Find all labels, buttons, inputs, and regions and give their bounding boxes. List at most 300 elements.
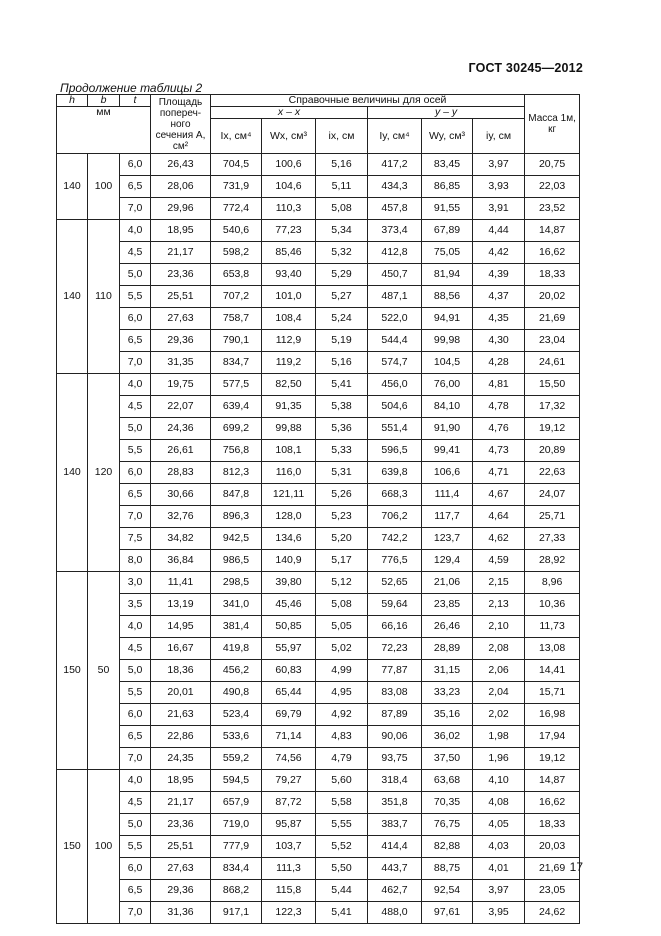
table-cell: 456,0 xyxy=(368,374,422,396)
table-cell: 112,9 xyxy=(262,330,316,352)
table-cell: 97,61 xyxy=(422,902,473,924)
table-row xyxy=(57,594,580,616)
table-cell: 699,2 xyxy=(211,418,262,440)
table-cell: 31,36 xyxy=(151,902,211,924)
table-cell: 22,07 xyxy=(151,396,211,418)
table-cell: 4,5 xyxy=(120,242,151,264)
group-b-cell: 50 xyxy=(88,572,120,770)
table-cell: 5,33 xyxy=(316,440,368,462)
table-cell: 70,35 xyxy=(422,792,473,814)
table-cell: 4,05 xyxy=(473,814,525,836)
table-row xyxy=(57,352,580,374)
table-cell: 847,8 xyxy=(211,484,262,506)
table-cell: 27,33 xyxy=(525,528,580,550)
table-cell: 4,73 xyxy=(473,440,525,462)
table-cell: 15,50 xyxy=(525,374,580,396)
table-cell: 719,0 xyxy=(211,814,262,836)
table-row xyxy=(57,814,580,836)
table-cell: 5,5 xyxy=(120,440,151,462)
table-cell: 24,36 xyxy=(151,418,211,440)
table-cell: 6,0 xyxy=(120,308,151,330)
table-cell: 3,5 xyxy=(120,594,151,616)
table-cell: 128,0 xyxy=(262,506,316,528)
table-cell: 707,2 xyxy=(211,286,262,308)
table-row xyxy=(57,264,580,286)
table-row xyxy=(57,484,580,506)
table-cell: 4,67 xyxy=(473,484,525,506)
table-cell: 657,9 xyxy=(211,792,262,814)
table-cell: 21,69 xyxy=(525,858,580,880)
table-row xyxy=(57,286,580,308)
table-cell: 93,40 xyxy=(262,264,316,286)
table-cell: 25,71 xyxy=(525,506,580,528)
table-cell: 4,0 xyxy=(120,374,151,396)
table-cell: 5,60 xyxy=(316,770,368,792)
table-cell: 5,05 xyxy=(316,616,368,638)
table-cell: 88,56 xyxy=(422,286,473,308)
table-cell: 23,85 xyxy=(422,594,473,616)
table-cell: 7,5 xyxy=(120,528,151,550)
table-cell: 868,2 xyxy=(211,880,262,902)
table-cell: 776,5 xyxy=(368,550,422,572)
table-cell: 91,90 xyxy=(422,418,473,440)
table-cell: 8,0 xyxy=(120,550,151,572)
table-cell: 23,05 xyxy=(525,880,580,902)
table-cell: 5,41 xyxy=(316,902,368,924)
table-row xyxy=(57,176,580,198)
table-cell: 756,8 xyxy=(211,440,262,462)
table-cell: 101,0 xyxy=(262,286,316,308)
table-cell: 4,83 xyxy=(316,726,368,748)
table-cell: 67,89 xyxy=(422,220,473,242)
table-cell: 19,12 xyxy=(525,748,580,770)
table-cell: 84,10 xyxy=(422,396,473,418)
table-cell: 5,27 xyxy=(316,286,368,308)
table-cell: 18,95 xyxy=(151,770,211,792)
table-cell: 45,46 xyxy=(262,594,316,616)
table-cell: 4,30 xyxy=(473,330,525,352)
table-cell: 18,33 xyxy=(525,264,580,286)
table-cell: 18,33 xyxy=(525,814,580,836)
table-row xyxy=(57,154,580,176)
table-cell: 91,55 xyxy=(422,198,473,220)
table-cell: 76,00 xyxy=(422,374,473,396)
table-cell: 4,95 xyxy=(316,682,368,704)
col-b: b xyxy=(88,95,120,107)
table-cell: 90,06 xyxy=(368,726,422,748)
group-b-cell: 110 xyxy=(88,220,120,374)
table-cell: 577,5 xyxy=(211,374,262,396)
table-cell: 83,45 xyxy=(422,154,473,176)
table-cell: 4,37 xyxy=(473,286,525,308)
table-cell: 4,0 xyxy=(120,616,151,638)
table-cell: 23,52 xyxy=(525,198,580,220)
table-row xyxy=(57,308,580,330)
group-h-cell: 140 xyxy=(57,220,88,374)
table-cell: 5,20 xyxy=(316,528,368,550)
table-cell: 5,5 xyxy=(120,682,151,704)
table-cell: 533,6 xyxy=(211,726,262,748)
table-cell: 7,0 xyxy=(120,352,151,374)
group-h-cell: 150 xyxy=(57,572,88,770)
col-wx: Wx, см³ xyxy=(262,119,316,154)
table-cell: 35,16 xyxy=(422,704,473,726)
table-cell: 30,66 xyxy=(151,484,211,506)
table-cell: 117,7 xyxy=(422,506,473,528)
table-cell: 7,0 xyxy=(120,748,151,770)
table-cell: 1,96 xyxy=(473,748,525,770)
table-cell: 36,02 xyxy=(422,726,473,748)
table-cell: 55,97 xyxy=(262,638,316,660)
table-cell: 419,8 xyxy=(211,638,262,660)
table-cell: 5,16 xyxy=(316,154,368,176)
table-cell: 83,08 xyxy=(368,682,422,704)
col-axis-x: x – x xyxy=(211,107,368,119)
table-cell: 26,61 xyxy=(151,440,211,462)
table-row xyxy=(57,462,580,484)
col-area: Площадь попереч-ного сечения A, см² xyxy=(151,95,211,154)
table-cell: 2,10 xyxy=(473,616,525,638)
table-cell: 69,79 xyxy=(262,704,316,726)
table-cell: 456,2 xyxy=(211,660,262,682)
table-cell: 5,16 xyxy=(316,352,368,374)
group-h-cell: 150 xyxy=(57,770,88,924)
table-cell: 104,6 xyxy=(262,176,316,198)
table-cell: 5,38 xyxy=(316,396,368,418)
table-row xyxy=(57,660,580,682)
table-cell: 4,76 xyxy=(473,418,525,440)
table-cell: 111,3 xyxy=(262,858,316,880)
table-cell: 772,4 xyxy=(211,198,262,220)
table-cell: 23,04 xyxy=(525,330,580,352)
table-cell: 5,0 xyxy=(120,418,151,440)
table-row xyxy=(57,572,580,594)
table-cell: 74,56 xyxy=(262,748,316,770)
table-cell: 5,5 xyxy=(120,286,151,308)
table-cell: 414,4 xyxy=(368,836,422,858)
table-cell: 123,7 xyxy=(422,528,473,550)
table-cell: 20,03 xyxy=(525,836,580,858)
table-cell: 25,51 xyxy=(151,836,211,858)
table-cell: 11,73 xyxy=(525,616,580,638)
table-cell: 16,62 xyxy=(525,792,580,814)
table-cell: 6,5 xyxy=(120,726,151,748)
table-cell: 28,92 xyxy=(525,550,580,572)
table-cell: 559,2 xyxy=(211,748,262,770)
table-cell: 777,9 xyxy=(211,836,262,858)
table-cell: 24,61 xyxy=(525,352,580,374)
table-cell: 417,2 xyxy=(368,154,422,176)
table-cell: 5,17 xyxy=(316,550,368,572)
table-cell: 122,3 xyxy=(262,902,316,924)
table-cell: 6,5 xyxy=(120,880,151,902)
table-row xyxy=(57,374,580,396)
col-t: t xyxy=(120,95,151,107)
table-cell: 25,51 xyxy=(151,286,211,308)
group-h-cell: 140 xyxy=(57,374,88,572)
table-cell: 10,36 xyxy=(525,594,580,616)
col-reference: Справочные величины для осей xyxy=(211,95,525,107)
table-cell: 66,16 xyxy=(368,616,422,638)
table-cell: 17,94 xyxy=(525,726,580,748)
table-cell: 129,4 xyxy=(422,550,473,572)
table-cell: 76,75 xyxy=(422,814,473,836)
table-cell: 4,44 xyxy=(473,220,525,242)
table-cell: 21,06 xyxy=(422,572,473,594)
table-cell: 4,42 xyxy=(473,242,525,264)
table-cell: 13,19 xyxy=(151,594,211,616)
table-cell: 11,41 xyxy=(151,572,211,594)
table-cell: 5,41 xyxy=(316,374,368,396)
table-cell: 33,23 xyxy=(422,682,473,704)
table-cell: 834,4 xyxy=(211,858,262,880)
table-cell: 758,7 xyxy=(211,308,262,330)
table-cell: 18,36 xyxy=(151,660,211,682)
table-cell: 60,83 xyxy=(262,660,316,682)
table-row xyxy=(57,682,580,704)
table-cell: 5,31 xyxy=(316,462,368,484)
table-cell: 26,43 xyxy=(151,154,211,176)
table-cell: 986,5 xyxy=(211,550,262,572)
table-cell: 85,46 xyxy=(262,242,316,264)
table-cell: 22,63 xyxy=(525,462,580,484)
table-cell: 91,35 xyxy=(262,396,316,418)
table-cell: 65,44 xyxy=(262,682,316,704)
table-cell: 81,94 xyxy=(422,264,473,286)
table-cell: 108,4 xyxy=(262,308,316,330)
table-cell: 639,8 xyxy=(368,462,422,484)
table-cell: 31,35 xyxy=(151,352,211,374)
table-row xyxy=(57,528,580,550)
table-cell: 917,1 xyxy=(211,902,262,924)
table-cell: 639,4 xyxy=(211,396,262,418)
table-row xyxy=(57,726,580,748)
table-row xyxy=(57,242,580,264)
table-row xyxy=(57,770,580,792)
table-cell: 706,2 xyxy=(368,506,422,528)
table-cell: 6,0 xyxy=(120,462,151,484)
table-cell: 6,0 xyxy=(120,154,151,176)
table-cell: 5,0 xyxy=(120,264,151,286)
table-cell: 32,76 xyxy=(151,506,211,528)
table-cell: 298,5 xyxy=(211,572,262,594)
table-caption: Продолжение таблицы 2 xyxy=(60,81,203,95)
table-cell: 22,03 xyxy=(525,176,580,198)
table-cell: 8,96 xyxy=(525,572,580,594)
table-cell: 28,06 xyxy=(151,176,211,198)
table-cell: 5,58 xyxy=(316,792,368,814)
table-cell: 4,35 xyxy=(473,308,525,330)
table-cell: 14,41 xyxy=(525,660,580,682)
table-cell: 2,08 xyxy=(473,638,525,660)
col-wy: Wy, см³ xyxy=(422,119,473,154)
table-row xyxy=(57,396,580,418)
table-row xyxy=(57,616,580,638)
table-cell: 4,99 xyxy=(316,660,368,682)
table-cell: 121,11 xyxy=(262,484,316,506)
table-cell: 4,71 xyxy=(473,462,525,484)
table-row xyxy=(57,418,580,440)
table-cell: 72,23 xyxy=(368,638,422,660)
col-mass: Масса 1м, кг xyxy=(525,95,580,154)
table-cell: 4,5 xyxy=(120,638,151,660)
table-row xyxy=(57,880,580,902)
table-cell: 318,4 xyxy=(368,770,422,792)
table-cell: 27,63 xyxy=(151,308,211,330)
table-cell: 6,5 xyxy=(120,330,151,352)
table-cell: 21,69 xyxy=(525,308,580,330)
table-cell: 341,0 xyxy=(211,594,262,616)
table-row xyxy=(57,858,580,880)
table-cell: 24,07 xyxy=(525,484,580,506)
table-cell: 7,0 xyxy=(120,198,151,220)
table-cell: 462,7 xyxy=(368,880,422,902)
table-cell: 4,5 xyxy=(120,792,151,814)
table-cell: 653,8 xyxy=(211,264,262,286)
table-cell: 17,32 xyxy=(525,396,580,418)
table-cell: 522,0 xyxy=(368,308,422,330)
table-cell: 19,12 xyxy=(525,418,580,440)
table-cell: 3,95 xyxy=(473,902,525,924)
table-cell: 4,08 xyxy=(473,792,525,814)
table-cell: 2,02 xyxy=(473,704,525,726)
table-cell: 28,83 xyxy=(151,462,211,484)
table-cell: 99,41 xyxy=(422,440,473,462)
table-cell: 23,36 xyxy=(151,264,211,286)
table-cell: 110,3 xyxy=(262,198,316,220)
table-cell: 540,6 xyxy=(211,220,262,242)
table-cell: 4,92 xyxy=(316,704,368,726)
table-cell: 29,36 xyxy=(151,880,211,902)
table-cell: 5,32 xyxy=(316,242,368,264)
table-cell: 6,5 xyxy=(120,176,151,198)
table-cell: 26,46 xyxy=(422,616,473,638)
table-cell: 36,84 xyxy=(151,550,211,572)
table-cell: 2,13 xyxy=(473,594,525,616)
table-cell: 5,44 xyxy=(316,880,368,902)
col-units: мм xyxy=(57,107,151,154)
table-cell: 29,36 xyxy=(151,330,211,352)
table-cell: 4,62 xyxy=(473,528,525,550)
table-row xyxy=(57,506,580,528)
table-cell: 594,5 xyxy=(211,770,262,792)
table-row xyxy=(57,220,580,242)
table-cell: 87,89 xyxy=(368,704,422,726)
table-cell: 412,8 xyxy=(368,242,422,264)
table-row xyxy=(57,792,580,814)
table-cell: 59,64 xyxy=(368,594,422,616)
table-cell: 596,5 xyxy=(368,440,422,462)
table-cell: 29,96 xyxy=(151,198,211,220)
table-cell: 24,62 xyxy=(525,902,580,924)
table-cell: 106,6 xyxy=(422,462,473,484)
table-cell: 31,15 xyxy=(422,660,473,682)
table-cell: 108,1 xyxy=(262,440,316,462)
table-cell: 3,0 xyxy=(120,572,151,594)
table-cell: 34,82 xyxy=(151,528,211,550)
table-cell: 24,35 xyxy=(151,748,211,770)
table-cell: 88,75 xyxy=(422,858,473,880)
page-number: 17 xyxy=(569,860,583,874)
table-cell: 99,98 xyxy=(422,330,473,352)
table-cell: 450,7 xyxy=(368,264,422,286)
table-row xyxy=(57,836,580,858)
table-cell: 1,98 xyxy=(473,726,525,748)
table-cell: 5,0 xyxy=(120,814,151,836)
table-cell: 103,7 xyxy=(262,836,316,858)
table-cell: 731,9 xyxy=(211,176,262,198)
table-cell: 13,08 xyxy=(525,638,580,660)
table-cell: 16,67 xyxy=(151,638,211,660)
table-cell: 21,63 xyxy=(151,704,211,726)
table-cell: 4,81 xyxy=(473,374,525,396)
table-cell: 4,03 xyxy=(473,836,525,858)
table-row xyxy=(57,440,580,462)
table-cell: 5,24 xyxy=(316,308,368,330)
table-cell: 86,85 xyxy=(422,176,473,198)
table-cell: 5,34 xyxy=(316,220,368,242)
col-axis-y: y – y xyxy=(368,107,525,119)
table-cell: 5,08 xyxy=(316,198,368,220)
col-ix-radius: ix, см xyxy=(316,119,368,154)
table-cell: 488,0 xyxy=(368,902,422,924)
table-cell: 39,80 xyxy=(262,572,316,594)
table-row xyxy=(57,330,580,352)
table-cell: 23,36 xyxy=(151,814,211,836)
col-iy-moment: Iy, см⁴ xyxy=(368,119,422,154)
table-cell: 119,2 xyxy=(262,352,316,374)
table-cell: 5,50 xyxy=(316,858,368,880)
table-cell: 19,75 xyxy=(151,374,211,396)
table-cell: 544,4 xyxy=(368,330,422,352)
table-cell: 457,8 xyxy=(368,198,422,220)
table-cell: 790,1 xyxy=(211,330,262,352)
group-h-cell: 140 xyxy=(57,154,88,220)
table-cell: 5,5 xyxy=(120,836,151,858)
table-cell: 16,62 xyxy=(525,242,580,264)
table-cell: 942,5 xyxy=(211,528,262,550)
table-cell: 20,75 xyxy=(525,154,580,176)
table-cell: 381,4 xyxy=(211,616,262,638)
table-cell: 18,95 xyxy=(151,220,211,242)
table-cell: 812,3 xyxy=(211,462,262,484)
table-cell: 92,54 xyxy=(422,880,473,902)
table-cell: 6,0 xyxy=(120,704,151,726)
table-cell: 5,12 xyxy=(316,572,368,594)
table-cell: 5,08 xyxy=(316,594,368,616)
table-cell: 4,39 xyxy=(473,264,525,286)
table-cell: 4,79 xyxy=(316,748,368,770)
table-cell: 14,87 xyxy=(525,770,580,792)
table-cell: 94,91 xyxy=(422,308,473,330)
table-cell: 50,85 xyxy=(262,616,316,638)
table-cell: 434,3 xyxy=(368,176,422,198)
table-cell: 52,65 xyxy=(368,572,422,594)
table-cell: 5,52 xyxy=(316,836,368,858)
table-cell: 4,01 xyxy=(473,858,525,880)
table-cell: 116,0 xyxy=(262,462,316,484)
table-row xyxy=(57,902,580,924)
table-cell: 21,17 xyxy=(151,792,211,814)
table-cell: 21,17 xyxy=(151,242,211,264)
table-cell: 93,75 xyxy=(368,748,422,770)
table-cell: 490,8 xyxy=(211,682,262,704)
table-cell: 79,27 xyxy=(262,770,316,792)
document-standard-header: ГОСТ 30245—2012 xyxy=(468,61,583,75)
table-cell: 4,28 xyxy=(473,352,525,374)
table-cell: 3,91 xyxy=(473,198,525,220)
table-cell: 574,7 xyxy=(368,352,422,374)
